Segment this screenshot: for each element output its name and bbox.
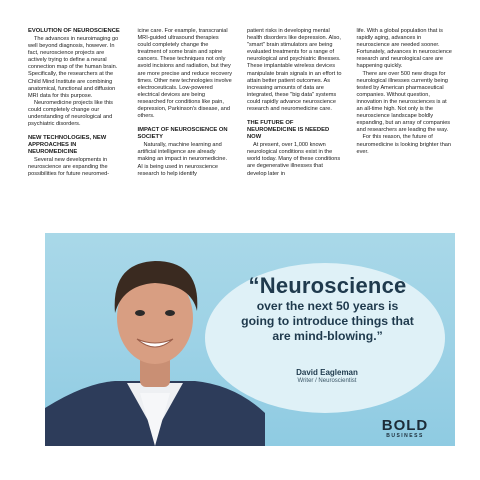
section-heading: THE FUTURE OF NEUROMEDICINE IS NEEDED NOW [247,120,330,141]
paragraph: icine care. For example, transcranial MRI-guided ultrasound therapies could completely change the treatment of some brain and spine cancers. These techniques not only avoid incisions and radiation, but they are more precise and reduce recovery times. Other new technologies involve electroceuticals. Low-powered electrical devices are being researched for conditions like pain, depression, Parkinson's disease, and others. [137,28,233,120]
logo-line-2: BUSINESS [386,433,424,439]
section-heading: NEW TECHNOLOGIES, NEW APPROACHES IN NEUROMEDICINE [28,135,107,156]
paragraph: There are over 500 new drugs for neurological illnesses currently being tested by American pharmaceutical companies. Without question, innovation in the neurosciences is at an all-time high. Not only is the neuroscience landscape boldly expanding, but an array of companies and researchers are leading the way. [356,70,451,134]
paragraph: Neuromedicine projects like this could completely change our understanding of neurological and psychiatric disorders. [28,99,113,128]
quote-panel [45,233,455,446]
paragraph: patient risks in developing mental health disorders like depression. Also, "smart" brain stimulators are being evaluated treatments for a range of neurological and psychiatric illnesses. These implantable wireless devices manipulate brain signals in an effort to attain better patient outcomes. As increasing amounts of data are integrated, these "big data" systems could rapidly advance neuroscience research and neuromedicine care. [247,28,342,113]
paragraph: The advances in neuroimaging go well beyond diagnosis, however. In fact, neuroscience projects are actively trying to define a neural connection map of the human brain. Specifically, the researchers at the Child Mind Institute are combining anatomical, functional and diffusion MRI data for this purpose. [28,36,119,99]
section-heading: IMPACT OF NEUROSCIENCE ON SOCIETY [137,127,228,141]
author-role: Writer / Neuroscientist [297,378,357,384]
pull-quote [215,273,440,344]
article-column-4 [357,28,453,228]
section-heading: EVOLUTION OF NEUROSCIENCE [28,28,120,34]
article-column-2 [138,28,234,228]
quote-line-3: going to introduce things that [241,314,414,328]
paragraph: For this reason, the future of neuromedicine is looking brighter than ever. [356,134,452,155]
article-column-3 [247,28,343,228]
paragraph: Several new developments in neuroscience are expanding the possibilities for future neuromed- [28,157,110,178]
paragraph: Naturally, machine learning and artificial intelligence are already making an impact in neuromedicine. AI is being used in neuroscience research to help identify [137,142,228,177]
quote-line-2: over the next 50 years is [256,299,399,313]
quote-line-4: are mind-blowing.” [272,329,383,343]
paragraph: At present, over 1,000 known neurological conditions exist in the world today. Many of these conditions are degenerative illnesses that develop later in [247,142,341,177]
article-column-1 [28,28,124,228]
paragraph: life. With a global population that is rapidly aging, advances in neuroscience are needed sooner. Fortunately, advances in neuroscience research and neurological care are happening quickly. [356,28,452,70]
article-columns [28,28,452,228]
author-name: David Eagleman [296,368,358,377]
quote-attribution [257,368,397,384]
quote-line-1: “Neuroscience [248,273,407,298]
logo-line-1: BOLD [381,417,429,434]
bold-business-logo [380,419,430,439]
